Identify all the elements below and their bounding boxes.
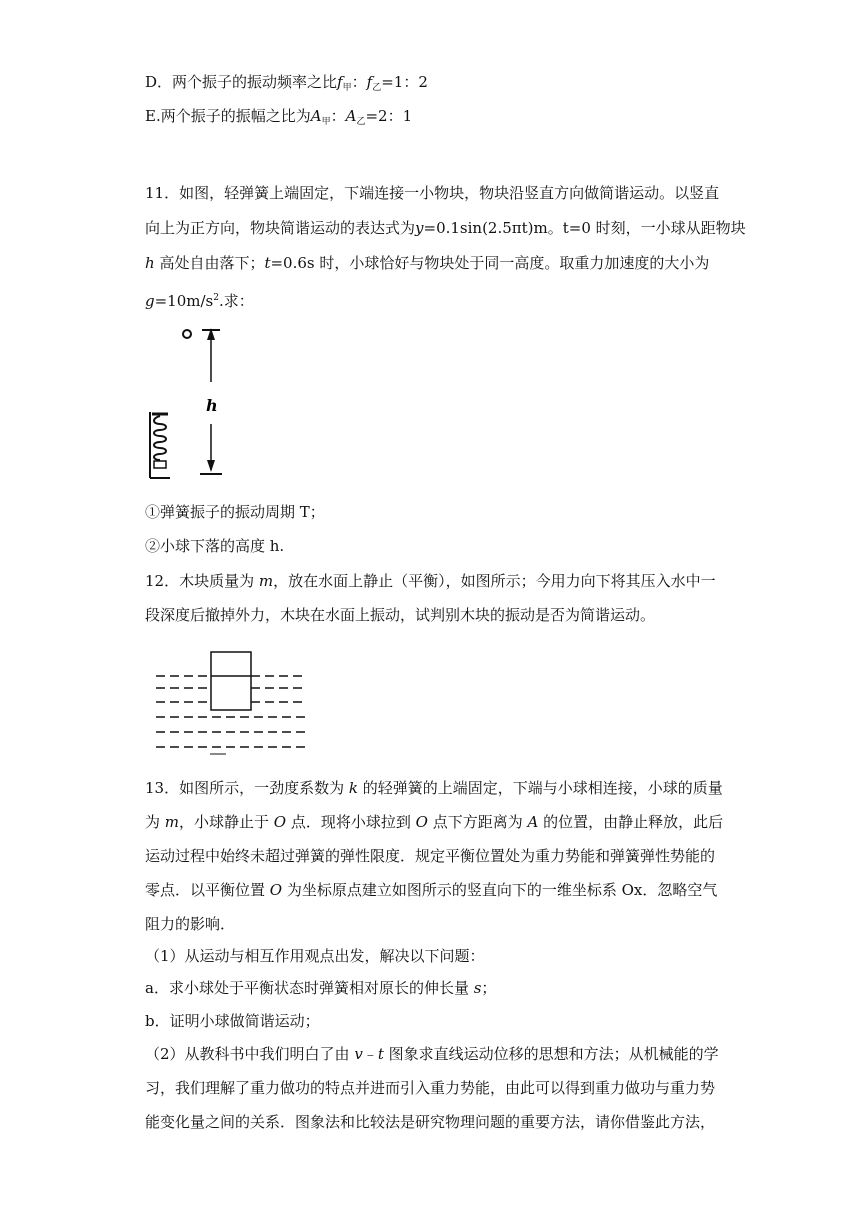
- q11-sub-1: ①弹簧振子的振动周期 T；: [145, 503, 325, 521]
- q12-line-2: 段深度后撤掉外力，木块在水面上振动，试判别木块的振动是否为简谐运动。: [145, 606, 656, 624]
- q11-line-2: 向上为正方向，物块简谐运动的表达式为y=0.1sin(2.5πt)m。t=0 时刻，一小球从距物块: [145, 219, 746, 237]
- ball-icon: [183, 330, 191, 338]
- q13-part-2: （2）从教科书中我们明白了由 v﹣t 图象求直线运动位移的思想和方法；从机械能的学: [145, 1045, 719, 1063]
- q13-part-b: b．证明小球做简谐运动；: [145, 1012, 320, 1030]
- q13-line-1: 13．如图所示，一劲度系数为 k 的轻弹簧的上端固定，下端与小球相连接，小球的质量: [145, 779, 723, 797]
- q11-line-4: $g=10m/s^2$.求：: [145, 292, 254, 310]
- spring-icon: [154, 416, 166, 460]
- q11-sub-2: ②小球下落的高度 h.: [145, 537, 285, 555]
- wood-block-icon: [211, 652, 251, 710]
- q13-line-5: 阻力的影响．: [145, 915, 236, 933]
- q13-line-p3: 习，我们理解了重力做功的特点并进而引入重力势能，由此可以得到重力做功与重力势: [145, 1079, 716, 1097]
- height-label: h: [206, 396, 218, 415]
- q12-line-1: 12．木块质量为 m，放在水面上静止（平衡），如图所示；今用力向下将其压入水中一: [145, 572, 716, 590]
- q13-line-3: 运动过程中始终未超过弹簧的弹性限度．规定平衡位置处为重力势能和弹簧弹性势能的: [145, 847, 716, 865]
- q13-line-2: 为 m，小球静止于 O 点．现将小球拉到 O 点下方距离为 A 的位置，由静止释放，此后: [145, 813, 724, 831]
- q13-part-1: （1）从运动与相互作用观点出发，解决以下问题：: [145, 947, 485, 965]
- option-e: E.两个振子的振幅之比为$A_甲$：$A_乙=2$：1: [145, 107, 413, 127]
- q11-line-3: h 高处自由落下；t=0.6s 时，小球恰好与物块处于同一高度。取重力加速度的大小为: [145, 254, 710, 272]
- spring-ball-figure: [140, 320, 240, 480]
- q11-line-1: 11．如图，轻弹簧上端固定，下端连接一小物块，物块沿竖直方向做简谐运动。以竖直: [145, 184, 720, 202]
- q13-part-a: a．求小球处于平衡状态时弹簧相对原长的伸长量 s；: [145, 979, 497, 997]
- option-d: D．两个振子的振动频率之比$f_甲$：$f_乙=1$：2: [145, 73, 428, 93]
- floating-block-figure: [150, 648, 310, 758]
- q13-line-p4: 能变化量之间的关系．图象法和比较法是研究物理问题的重要方法，请你借鉴此方法，: [145, 1113, 716, 1131]
- block-icon: [154, 461, 166, 468]
- q13-line-4: 零点．以平衡位置 O 为坐标原点建立如图所示的竖直向下的一维坐标系 Ox．忽略空气: [145, 881, 718, 899]
